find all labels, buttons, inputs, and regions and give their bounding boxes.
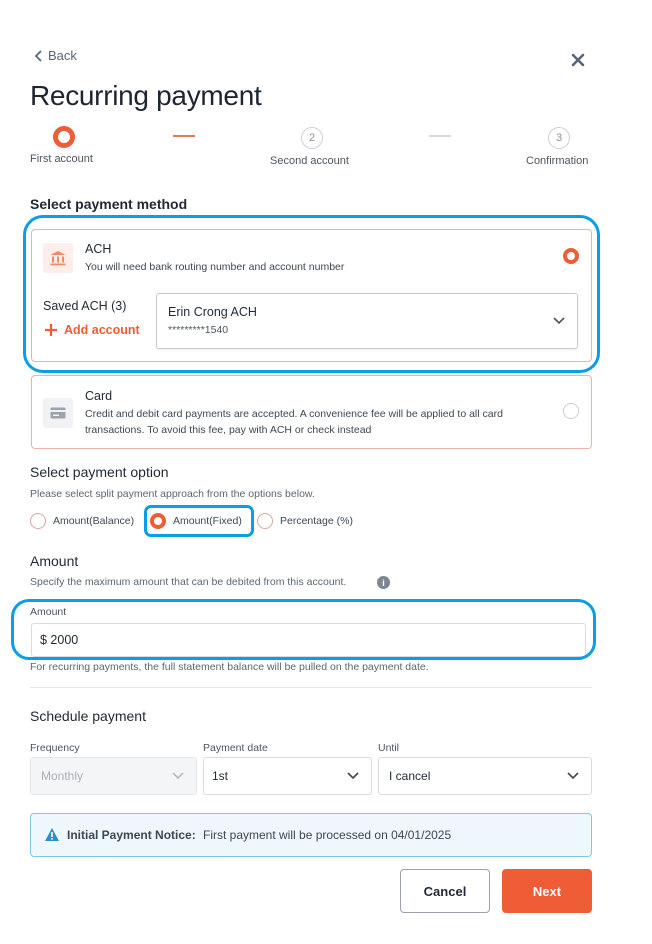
amount-fixed-label: Amount(Fixed) [173, 515, 242, 527]
chevron-down-icon [567, 772, 579, 780]
step-3-label: Confirmation [526, 155, 589, 167]
saved-account-name: Erin Crong ACH [168, 305, 257, 319]
payment-date-label: Payment date [203, 742, 268, 754]
next-button[interactable]: Next [502, 869, 592, 913]
step-3-indicator: 3 [548, 127, 570, 149]
notice-text: First payment will be processed on 04/01/2025 [203, 828, 452, 842]
schedule-heading: Schedule payment [30, 708, 146, 724]
amount-input[interactable]: $ 2000 [31, 623, 586, 657]
percentage-radio[interactable] [257, 513, 273, 529]
option-amount-balance[interactable] [30, 513, 134, 529]
card-description-line2: transactions. To avoid this fee, pay with ACH or check instead [85, 424, 372, 436]
add-account-label: Add account [64, 323, 140, 337]
card-description-line1: Credit and debit card payments are accepted. A convenience fee will be applied to all card [85, 408, 503, 420]
payment-option-help: Please select split payment approach from the options below. [30, 488, 315, 500]
until-label: Until [378, 742, 400, 754]
payment-date-select[interactable] [203, 757, 372, 795]
cancel-button[interactable]: Cancel [400, 869, 490, 913]
chevron-down-icon [347, 772, 359, 780]
amount-help: Specify the maximum amount that can be debited from this account. [30, 576, 347, 588]
divider [30, 687, 592, 688]
card-title: Card [85, 389, 113, 403]
info-icon[interactable]: i [377, 576, 390, 589]
initial-payment-notice [30, 813, 592, 857]
step-1-label: First account [30, 153, 93, 165]
until-select[interactable] [378, 757, 592, 795]
step-2-label: Second account [270, 155, 349, 167]
chevron-down-icon [172, 772, 184, 780]
percentage-label: Percentage (%) [280, 515, 353, 527]
warning-icon [44, 827, 60, 842]
frequency-select[interactable] [30, 757, 197, 795]
payment-date-value: 1st [212, 769, 229, 783]
chevron-left-icon [34, 50, 43, 62]
ach-title: ACH [85, 242, 112, 256]
saved-account-number: *********1540 [168, 324, 229, 336]
back-label: Back [48, 48, 77, 63]
amount-balance-label: Amount(Balance) [53, 515, 135, 527]
amount-field-label: Amount [30, 606, 67, 618]
page-title: Recurring payment [30, 80, 262, 111]
amount-fixed-highlight [144, 505, 254, 537]
card-radio[interactable] [563, 403, 579, 419]
payment-option-heading: Select payment option [30, 464, 169, 480]
frequency-label: Frequency [30, 742, 80, 754]
option-percentage[interactable] [257, 513, 353, 529]
ach-highlight [23, 215, 600, 373]
amount-highlight [11, 599, 596, 660]
amount-balance-radio[interactable] [30, 513, 46, 529]
until-value: I cancel [389, 769, 431, 783]
step-1-indicator [53, 126, 75, 148]
notice-title: Initial Payment Notice: [67, 828, 196, 842]
step-2-indicator: 2 [301, 127, 323, 149]
credit-card-icon [43, 398, 73, 428]
close-icon[interactable] [568, 50, 588, 70]
ach-description: You will need bank routing number and account number [85, 261, 345, 273]
payment-method-heading: Select payment method [30, 196, 188, 212]
step-connector-2 [429, 135, 451, 137]
frequency-value: Monthly [41, 769, 84, 783]
amount-heading: Amount [30, 553, 79, 569]
amount-note: For recurring payments, the full statement balance will be pulled on the payment date. [30, 661, 429, 673]
saved-ach-label: Saved ACH (3) [43, 299, 127, 313]
step-connector-1 [173, 135, 195, 137]
back-link[interactable] [34, 48, 77, 63]
